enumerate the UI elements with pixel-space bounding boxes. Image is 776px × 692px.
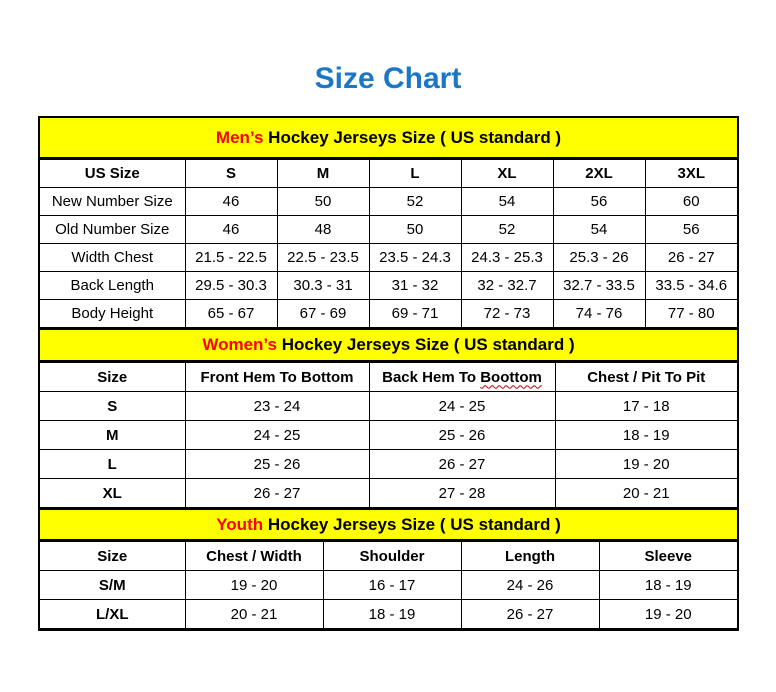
banner-text: Hockey Jerseys Size ( US standard ) — [263, 127, 562, 147]
column-header: US Size — [40, 160, 185, 188]
column-header: Chest / Pit To Pit — [555, 363, 737, 392]
size-value-cell: 26 - 27 — [645, 244, 737, 272]
size-value-cell: 25 - 26 — [185, 450, 369, 479]
size-value-cell: 21.5 - 22.5 — [185, 244, 277, 272]
row-label: S/M — [40, 571, 185, 600]
youth-size-table — [40, 541, 737, 629]
size-value-cell: 23.5 - 24.3 — [369, 244, 461, 272]
header-row — [40, 363, 737, 392]
size-value-cell: 17 - 18 — [555, 392, 737, 421]
column-header: Sleeve — [599, 542, 737, 571]
banner-highlight-text: Youth — [216, 514, 264, 534]
size-value-cell: 24 - 26 — [461, 571, 599, 600]
column-header: Size — [40, 542, 185, 571]
size-value-cell: 46 — [185, 216, 277, 244]
column-header: Length — [461, 542, 599, 571]
size-value-cell: 19 - 20 — [599, 600, 737, 629]
column-header: M — [277, 160, 369, 188]
size-value-cell: 32 - 32.7 — [461, 272, 553, 300]
size-value-cell: 27 - 28 — [369, 479, 555, 508]
size-value-cell: 25 - 26 — [369, 421, 555, 450]
size-value-cell: 56 — [645, 216, 737, 244]
row-label: Back Length — [40, 272, 185, 300]
row-label: L — [40, 450, 185, 479]
size-value-cell: 20 - 21 — [185, 600, 323, 629]
size-tables — [38, 116, 739, 631]
table-row — [40, 272, 737, 300]
size-value-cell: 24.3 - 25.3 — [461, 244, 553, 272]
banner-text: Hockey Jerseys Size ( US standard ) — [263, 514, 561, 534]
column-header: 2XL — [553, 160, 645, 188]
column-header: Front Hem To Bottom — [185, 363, 369, 392]
table-row — [40, 216, 737, 244]
size-value-cell: 22.5 - 23.5 — [277, 244, 369, 272]
size-value-cell: 54 — [553, 216, 645, 244]
size-value-cell: 18 - 19 — [555, 421, 737, 450]
size-value-cell: 60 — [645, 188, 737, 216]
row-label: S — [40, 392, 185, 421]
table-row — [40, 188, 737, 216]
table-row — [40, 421, 737, 450]
banner-text: Hockey Jerseys Size ( US standard ) — [276, 335, 575, 354]
size-value-cell: 24 - 25 — [369, 392, 555, 421]
size-value-cell: 52 — [369, 188, 461, 216]
size-value-cell: 23 - 24 — [185, 392, 369, 421]
table-row — [40, 300, 737, 328]
table-row — [40, 600, 737, 629]
column-header: 3XL — [645, 160, 737, 188]
size-value-cell: 67 - 69 — [277, 300, 369, 328]
column-header: S — [185, 160, 277, 188]
row-label: Width Chest — [40, 244, 185, 272]
womens-banner — [40, 328, 737, 362]
size-value-cell: 54 — [461, 188, 553, 216]
header-row — [40, 542, 737, 571]
column-header: Chest / Width — [185, 542, 323, 571]
misspelled-word: Boottom — [480, 368, 542, 386]
column-header: XL — [461, 160, 553, 188]
size-value-cell: 26 - 27 — [185, 479, 369, 508]
column-header: Shoulder — [323, 542, 461, 571]
mens-section — [40, 118, 737, 328]
size-value-cell: 18 - 19 — [599, 571, 737, 600]
column-header: L — [369, 160, 461, 188]
size-value-cell: 72 - 73 — [461, 300, 553, 328]
size-value-cell: 18 - 19 — [323, 600, 461, 629]
table-row — [40, 571, 737, 600]
table-row — [40, 244, 737, 272]
banner-highlight-text: Men’s — [215, 127, 264, 147]
size-value-cell: 50 — [277, 188, 369, 216]
row-label: M — [40, 421, 185, 450]
row-label: Body Height — [40, 300, 185, 328]
size-value-cell: 50 — [369, 216, 461, 244]
size-value-cell: 46 — [185, 188, 277, 216]
size-value-cell: 19 - 20 — [185, 571, 323, 600]
size-value-cell: 32.7 - 33.5 — [553, 272, 645, 300]
size-value-cell: 31 - 32 — [369, 272, 461, 300]
column-header: Size — [40, 363, 185, 392]
size-value-cell: 20 - 21 — [555, 479, 737, 508]
size-value-cell: 29.5 - 30.3 — [185, 272, 277, 300]
row-label: New Number Size — [40, 188, 185, 216]
size-value-cell: 77 - 80 — [645, 300, 737, 328]
size-value-cell: 52 — [461, 216, 553, 244]
table-row — [40, 450, 737, 479]
size-value-cell: 65 - 67 — [185, 300, 277, 328]
page-title: Size Chart — [314, 62, 462, 95]
womens-section — [40, 328, 737, 508]
size-value-cell: 24 - 25 — [185, 421, 369, 450]
size-value-cell: 56 — [553, 188, 645, 216]
mens-banner — [40, 118, 737, 159]
row-label: XL — [40, 479, 185, 508]
table-row — [40, 479, 737, 508]
womens-size-table — [40, 362, 737, 508]
column-header: Back Hem To Boottom — [369, 363, 555, 392]
youth-banner — [40, 508, 737, 541]
youth-section — [40, 508, 737, 629]
mens-size-table — [40, 159, 737, 328]
size-value-cell: 26 - 27 — [461, 600, 599, 629]
row-label: Old Number Size — [40, 216, 185, 244]
banner-highlight-text: Women’s — [202, 335, 277, 354]
size-value-cell: 30.3 - 31 — [277, 272, 369, 300]
header-row — [40, 160, 737, 188]
size-value-cell: 16 - 17 — [323, 571, 461, 600]
size-value-cell: 25.3 - 26 — [553, 244, 645, 272]
table-row — [40, 392, 737, 421]
size-value-cell: 48 — [277, 216, 369, 244]
size-value-cell: 69 - 71 — [369, 300, 461, 328]
size-value-cell: 19 - 20 — [555, 450, 737, 479]
row-label: L/XL — [40, 600, 185, 629]
size-value-cell: 26 - 27 — [369, 450, 555, 479]
size-value-cell: 33.5 - 34.6 — [645, 272, 737, 300]
size-value-cell: 74 - 76 — [553, 300, 645, 328]
